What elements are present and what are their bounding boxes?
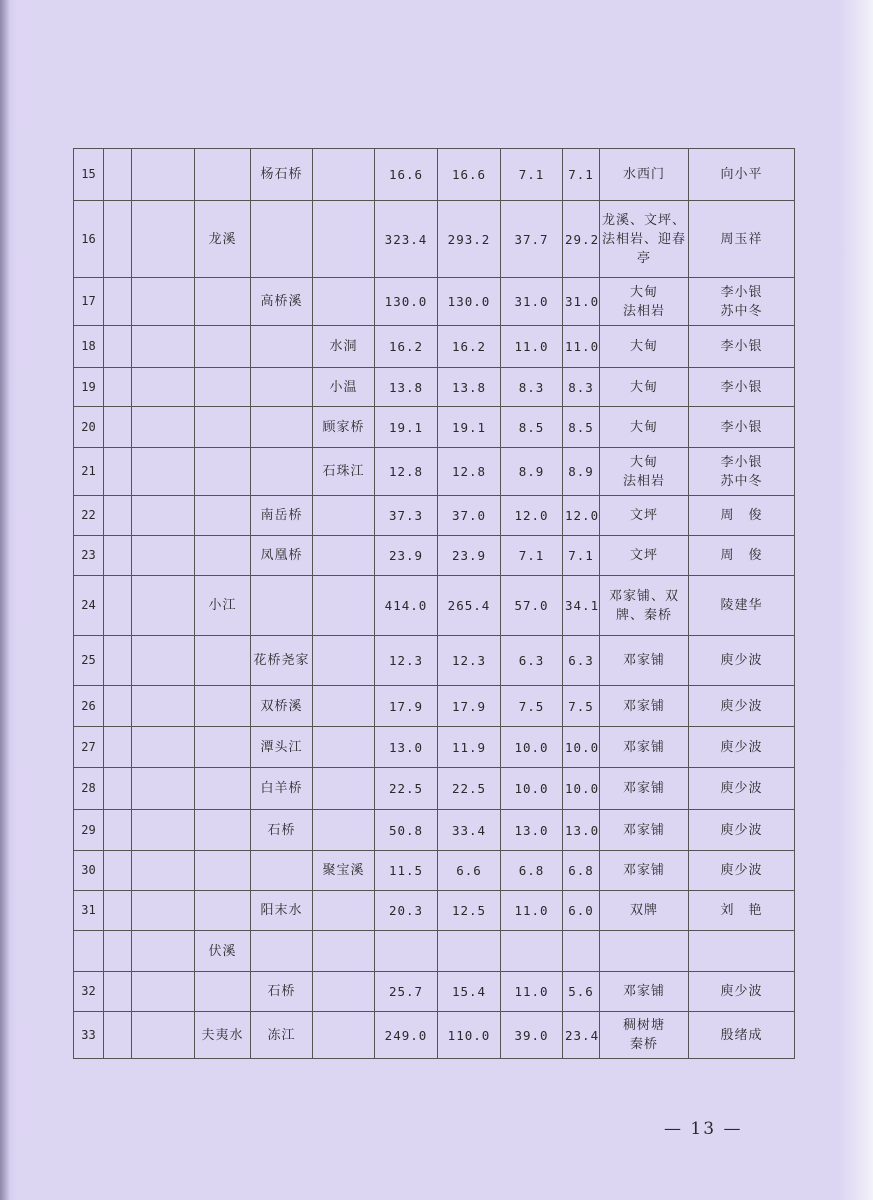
spacer-cell: [132, 727, 195, 768]
location-cell: 邓家铺: [600, 727, 689, 768]
value1-cell: 19.1: [375, 407, 438, 448]
value4-cell: 8.3: [563, 368, 600, 407]
value2-cell: 130.0: [438, 278, 501, 326]
table-row: [74, 496, 795, 536]
location-cell: 邓家铺: [600, 851, 689, 891]
value2-cell: 12.5: [438, 891, 501, 931]
table-row: [74, 576, 795, 636]
value3-cell: 31.0: [501, 278, 563, 326]
location-cell: 邓家铺: [600, 810, 689, 851]
table-row: [74, 407, 795, 448]
value4-cell: 10.0: [563, 768, 600, 810]
spacer-cell: [132, 768, 195, 810]
location-cell: 大甸: [600, 368, 689, 407]
table-row: [74, 1012, 795, 1059]
level1-cell: [104, 201, 132, 278]
table-row: [74, 727, 795, 768]
sub-tributary-cell: [313, 278, 375, 326]
spacer-cell: [132, 278, 195, 326]
value4-cell: 13.0: [563, 810, 600, 851]
value3-cell: 11.0: [501, 326, 563, 368]
sub-tributary-cell: [313, 768, 375, 810]
row-number-cell: 15: [74, 149, 104, 201]
value3-cell: 8.5: [501, 407, 563, 448]
value3-cell: 11.0: [501, 891, 563, 931]
binding-shadow: [0, 0, 10, 1200]
location-cell: [600, 931, 689, 972]
location-cell: 邓家铺: [600, 636, 689, 686]
person-cell: 刘 艳: [689, 891, 795, 931]
value1-cell: 249.0: [375, 1012, 438, 1059]
spacer-cell: [132, 368, 195, 407]
tributary-cell: [251, 931, 313, 972]
tributary-cell: [251, 368, 313, 407]
sub-tributary-cell: [313, 1012, 375, 1059]
table-row: [74, 536, 795, 576]
spacer-cell: [132, 201, 195, 278]
person-cell: 向小平: [689, 149, 795, 201]
row-number-cell: 25: [74, 636, 104, 686]
value2-cell: 23.9: [438, 536, 501, 576]
value2-cell: 265.4: [438, 576, 501, 636]
level1-cell: [104, 496, 132, 536]
table-row: [74, 448, 795, 496]
location-cell: 文坪: [600, 496, 689, 536]
person-cell: 殷绪成: [689, 1012, 795, 1059]
location-cell: 双牌: [600, 891, 689, 931]
level1-cell: [104, 727, 132, 768]
person-cell: 李小银: [689, 326, 795, 368]
person-cell: 李小银 苏中冬: [689, 448, 795, 496]
river-cell: 伏溪: [195, 931, 251, 972]
person-cell: 李小银: [689, 407, 795, 448]
river-cell: 夫夷水: [195, 1012, 251, 1059]
person-cell: 周 俊: [689, 536, 795, 576]
value3-cell: [501, 931, 563, 972]
spacer-cell: [132, 407, 195, 448]
sub-tributary-cell: [313, 496, 375, 536]
value2-cell: 22.5: [438, 768, 501, 810]
level1-cell: [104, 278, 132, 326]
value1-cell: 20.3: [375, 891, 438, 931]
person-cell: 周玉祥: [689, 201, 795, 278]
river-cell: [195, 536, 251, 576]
table-row: [74, 686, 795, 727]
row-number-cell: 27: [74, 727, 104, 768]
sub-tributary-cell: [313, 201, 375, 278]
level1-cell: [104, 972, 132, 1012]
location-cell: 大甸: [600, 407, 689, 448]
spacer-cell: [132, 891, 195, 931]
value2-cell: 19.1: [438, 407, 501, 448]
person-cell: 庾少波: [689, 727, 795, 768]
river-cell: [195, 810, 251, 851]
tributary-cell: [251, 448, 313, 496]
table-row: [74, 768, 795, 810]
value1-cell: 323.4: [375, 201, 438, 278]
river-cell: [195, 851, 251, 891]
level1-cell: [104, 891, 132, 931]
value4-cell: 7.5: [563, 686, 600, 727]
tributary-cell: 南岳桥: [251, 496, 313, 536]
spacer-cell: [132, 149, 195, 201]
value4-cell: 6.3: [563, 636, 600, 686]
row-number-cell: 24: [74, 576, 104, 636]
value2-cell: 293.2: [438, 201, 501, 278]
spacer-cell: [132, 931, 195, 972]
sub-tributary-cell: [313, 810, 375, 851]
value4-cell: 8.5: [563, 407, 600, 448]
level1-cell: [104, 326, 132, 368]
sub-tributary-cell: 顾家桥: [313, 407, 375, 448]
tributary-cell: [251, 201, 313, 278]
location-cell: 龙溪、文坪、法相岩、迎春亭: [600, 201, 689, 278]
river-cell: 龙溪: [195, 201, 251, 278]
value4-cell: 34.1: [563, 576, 600, 636]
river-cell: [195, 496, 251, 536]
person-cell: [689, 931, 795, 972]
value3-cell: 39.0: [501, 1012, 563, 1059]
value1-cell: 16.6: [375, 149, 438, 201]
level1-cell: [104, 149, 132, 201]
table-row: [74, 326, 795, 368]
spacer-cell: [132, 448, 195, 496]
row-number-cell: 26: [74, 686, 104, 727]
value2-cell: [438, 931, 501, 972]
row-number-cell: 18: [74, 326, 104, 368]
value4-cell: 23.4: [563, 1012, 600, 1059]
tributary-cell: [251, 851, 313, 891]
row-number-cell: 32: [74, 972, 104, 1012]
spacer-cell: [132, 576, 195, 636]
spacer-cell: [132, 1012, 195, 1059]
value4-cell: 7.1: [563, 149, 600, 201]
value4-cell: [563, 931, 600, 972]
level1-cell: [104, 368, 132, 407]
value4-cell: 8.9: [563, 448, 600, 496]
river-cell: [195, 278, 251, 326]
table-row: [74, 149, 795, 201]
spacer-cell: [132, 810, 195, 851]
location-cell: 邓家铺: [600, 972, 689, 1012]
sub-tributary-cell: 石珠江: [313, 448, 375, 496]
row-number-cell: 28: [74, 768, 104, 810]
sub-tributary-cell: [313, 576, 375, 636]
page-number: — 13 —: [664, 1119, 743, 1139]
value3-cell: 57.0: [501, 576, 563, 636]
sub-tributary-cell: [313, 536, 375, 576]
location-cell: 水西门: [600, 149, 689, 201]
river-cell: [195, 891, 251, 931]
tributary-cell: 杨石桥: [251, 149, 313, 201]
person-cell: 庾少波: [689, 810, 795, 851]
river-cell: [195, 727, 251, 768]
table-row: [74, 201, 795, 278]
sub-tributary-cell: [313, 972, 375, 1012]
value2-cell: 13.8: [438, 368, 501, 407]
location-cell: 邓家铺: [600, 686, 689, 727]
river-cell: [195, 326, 251, 368]
value3-cell: 37.7: [501, 201, 563, 278]
row-number-cell: 31: [74, 891, 104, 931]
tributary-cell: 白羊桥: [251, 768, 313, 810]
river-cell: [195, 768, 251, 810]
value2-cell: 12.3: [438, 636, 501, 686]
sub-tributary-cell: [313, 891, 375, 931]
spacer-cell: [132, 972, 195, 1012]
value4-cell: 7.1: [563, 536, 600, 576]
table-body: [74, 149, 795, 1059]
value1-cell: 50.8: [375, 810, 438, 851]
value3-cell: 13.0: [501, 810, 563, 851]
tributary-cell: 双桥溪: [251, 686, 313, 727]
row-number-cell: 30: [74, 851, 104, 891]
sub-tributary-cell: [313, 931, 375, 972]
value1-cell: 12.8: [375, 448, 438, 496]
value1-cell: 13.0: [375, 727, 438, 768]
sub-tributary-cell: [313, 636, 375, 686]
level1-cell: [104, 810, 132, 851]
row-number-cell: [74, 931, 104, 972]
river-cell: [195, 368, 251, 407]
value1-cell: 37.3: [375, 496, 438, 536]
spacer-cell: [132, 536, 195, 576]
value4-cell: 11.0: [563, 326, 600, 368]
spacer-cell: [132, 496, 195, 536]
value1-cell: 17.9: [375, 686, 438, 727]
value4-cell: 31.0: [563, 278, 600, 326]
value3-cell: 8.3: [501, 368, 563, 407]
row-number-cell: 21: [74, 448, 104, 496]
river-cell: [195, 972, 251, 1012]
level1-cell: [104, 768, 132, 810]
value3-cell: 7.5: [501, 686, 563, 727]
river-cell: 小江: [195, 576, 251, 636]
river-cell: [195, 149, 251, 201]
value1-cell: 13.8: [375, 368, 438, 407]
value3-cell: 7.1: [501, 536, 563, 576]
table-row: [74, 851, 795, 891]
river-cell: [195, 448, 251, 496]
tributary-cell: 凤凰桥: [251, 536, 313, 576]
table-row: [74, 810, 795, 851]
tributary-cell: 石桥: [251, 810, 313, 851]
river-data-table: [73, 148, 795, 1059]
value4-cell: 6.0: [563, 891, 600, 931]
value2-cell: 17.9: [438, 686, 501, 727]
person-cell: 李小银: [689, 368, 795, 407]
person-cell: 庾少波: [689, 851, 795, 891]
row-number-cell: 22: [74, 496, 104, 536]
row-number-cell: 33: [74, 1012, 104, 1059]
table-row: [74, 891, 795, 931]
location-cell: 邓家铺、双牌、秦桥: [600, 576, 689, 636]
sub-tributary-cell: [313, 727, 375, 768]
level1-cell: [104, 1012, 132, 1059]
value1-cell: [375, 931, 438, 972]
row-number-cell: 16: [74, 201, 104, 278]
person-cell: 李小银 苏中冬: [689, 278, 795, 326]
row-number-cell: 17: [74, 278, 104, 326]
value1-cell: 22.5: [375, 768, 438, 810]
spacer-cell: [132, 851, 195, 891]
sub-tributary-cell: 小温: [313, 368, 375, 407]
spacer-cell: [132, 326, 195, 368]
value2-cell: 12.8: [438, 448, 501, 496]
location-cell: 大甸 法相岩: [600, 448, 689, 496]
tributary-cell: [251, 576, 313, 636]
value3-cell: 12.0: [501, 496, 563, 536]
location-cell: 文坪: [600, 536, 689, 576]
value2-cell: 37.0: [438, 496, 501, 536]
value3-cell: 10.0: [501, 727, 563, 768]
table-row: [74, 278, 795, 326]
value3-cell: 11.0: [501, 972, 563, 1012]
value1-cell: 23.9: [375, 536, 438, 576]
value2-cell: 11.9: [438, 727, 501, 768]
value1-cell: 25.7: [375, 972, 438, 1012]
level1-cell: [104, 686, 132, 727]
person-cell: 庾少波: [689, 768, 795, 810]
sub-tributary-cell: 聚宝溪: [313, 851, 375, 891]
value2-cell: 33.4: [438, 810, 501, 851]
spacer-cell: [132, 636, 195, 686]
person-cell: 周 俊: [689, 496, 795, 536]
value1-cell: 16.2: [375, 326, 438, 368]
location-cell: 稠树塘 秦桥: [600, 1012, 689, 1059]
table-row: [74, 636, 795, 686]
tributary-cell: 花桥尧家: [251, 636, 313, 686]
value2-cell: 16.6: [438, 149, 501, 201]
river-cell: [195, 407, 251, 448]
row-number-cell: 29: [74, 810, 104, 851]
river-cell: [195, 636, 251, 686]
value2-cell: 16.2: [438, 326, 501, 368]
value4-cell: 6.8: [563, 851, 600, 891]
person-cell: 庾少波: [689, 686, 795, 727]
person-cell: 庾少波: [689, 636, 795, 686]
sub-tributary-cell: [313, 686, 375, 727]
value4-cell: 5.6: [563, 972, 600, 1012]
tributary-cell: 阳末水: [251, 891, 313, 931]
location-cell: 大甸: [600, 326, 689, 368]
table-row: [74, 972, 795, 1012]
value2-cell: 110.0: [438, 1012, 501, 1059]
value3-cell: 6.8: [501, 851, 563, 891]
tributary-cell: [251, 326, 313, 368]
table-row: [74, 931, 795, 972]
value2-cell: 15.4: [438, 972, 501, 1012]
value3-cell: 7.1: [501, 149, 563, 201]
row-number-cell: 23: [74, 536, 104, 576]
sub-tributary-cell: 水洞: [313, 326, 375, 368]
level1-cell: [104, 931, 132, 972]
level1-cell: [104, 407, 132, 448]
value4-cell: 12.0: [563, 496, 600, 536]
sub-tributary-cell: [313, 149, 375, 201]
level1-cell: [104, 448, 132, 496]
value1-cell: 12.3: [375, 636, 438, 686]
table-row: [74, 368, 795, 407]
value3-cell: 8.9: [501, 448, 563, 496]
value3-cell: 10.0: [501, 768, 563, 810]
level1-cell: [104, 576, 132, 636]
river-cell: [195, 686, 251, 727]
location-cell: 大甸 法相岩: [600, 278, 689, 326]
value4-cell: 10.0: [563, 727, 600, 768]
location-cell: 邓家铺: [600, 768, 689, 810]
tributary-cell: 冻江: [251, 1012, 313, 1059]
spacer-cell: [132, 686, 195, 727]
tributary-cell: [251, 407, 313, 448]
value1-cell: 11.5: [375, 851, 438, 891]
tributary-cell: 高桥溪: [251, 278, 313, 326]
person-cell: 庾少波: [689, 972, 795, 1012]
value1-cell: 414.0: [375, 576, 438, 636]
value4-cell: 29.2: [563, 201, 600, 278]
row-number-cell: 19: [74, 368, 104, 407]
level1-cell: [104, 536, 132, 576]
level1-cell: [104, 636, 132, 686]
value3-cell: 6.3: [501, 636, 563, 686]
person-cell: 陵建华: [689, 576, 795, 636]
row-number-cell: 20: [74, 407, 104, 448]
level1-cell: [104, 851, 132, 891]
value2-cell: 6.6: [438, 851, 501, 891]
tributary-cell: 潭头江: [251, 727, 313, 768]
tributary-cell: 石桥: [251, 972, 313, 1012]
value1-cell: 130.0: [375, 278, 438, 326]
